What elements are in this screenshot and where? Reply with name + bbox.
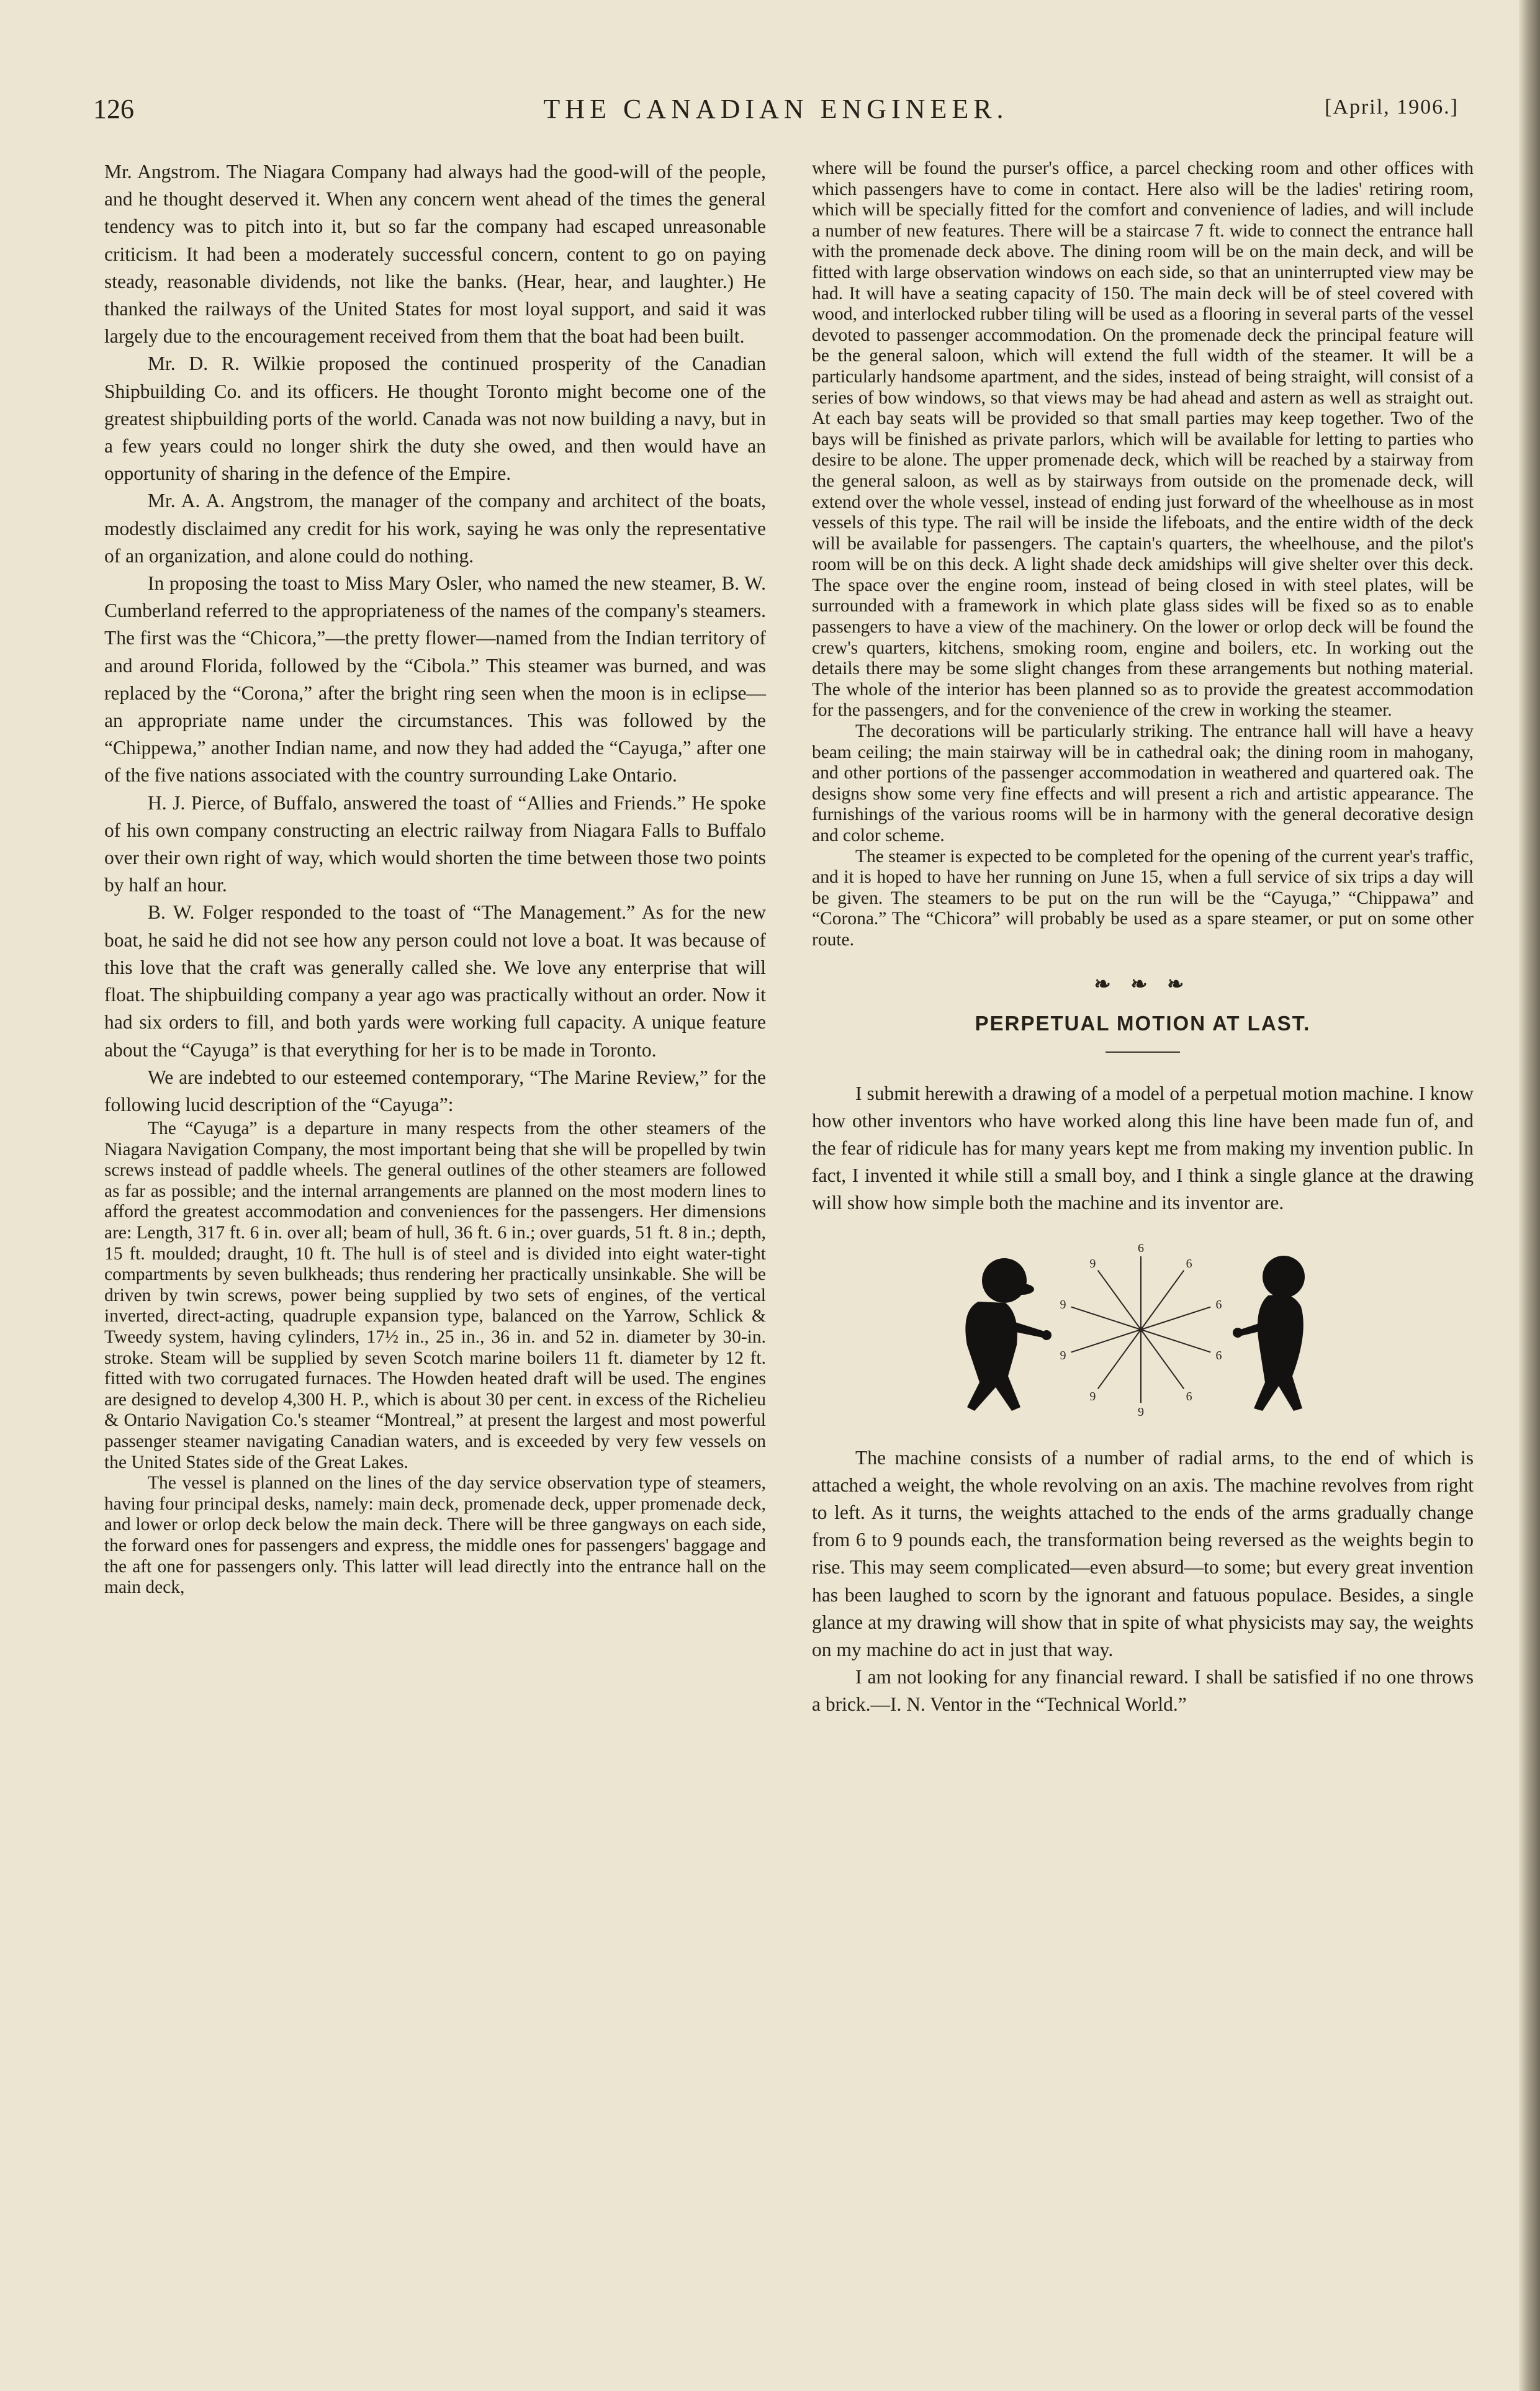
paragraph: The decorations will be particularly striking. The entrance hall will have a heavy beam ceiling; the main stairway will be in cathedral oak; the dining room in mahogany, and other portions of the passenger accommodation in weathered and quartered oak. The designs show some very fine effects and will present a rich and artistic appearance. The furnishings of the various rooms will be in harmony with the general decorative design and color scheme. [812,721,1474,845]
paragraph: I am not looking for any financial reward. I shall be satisfied if no one throws a brick.—I. N. Ventor in the “Technical World.” [812,1666,1474,1716]
paragraph: Mr. Angstrom. The Niagara Company had always had the good-will of the people, and he thought deserved it. When any concern went ahead of the times the general tendency was to pitch into it, but so far the company had escaped unreasonable criticism. It had been a moderately successful concern, content to go on paying steady, reasonable dividends, not like the banks. (Hear, hear, and laughter.) He thanked the railways of the United States for most loyal support, and said it was largely due to the encouragement received from them that the boat had been built. [104,161,766,348]
heading-rule [1105,1051,1180,1053]
paragraph: B. W. Folger responded to the toast of “The Management.” As for the new boat, he said he did not see how any person could not love a boat. It was because of this love that the craft was generally called she. We love any enterprise that will float. The shipbuilding company a year ago was practically without an order. Now it had six orders to fill, and both yards were working full capacity. A unique feature about the “Cayuga” is that everything for her is to be made in Toronto. [104,901,766,1061]
wheel-arm [1098,1330,1141,1389]
wheel-arm [1141,1307,1210,1329]
weight-label: 9 [1060,1297,1066,1312]
paragraph: The steamer is expected to be completed for the opening of the current year's traffic, and it is hoped to have her running on June 15, when a full service of six trips a day will be given. The steamers to be put on the run will be the “Cayuga,” “Chippawa” and “Corona.” The “Chicora” will probably be used as a spare steamer, or put on some other route. [812,846,1474,950]
right-figure-silhouette [1233,1256,1305,1411]
paragraph: In proposing the toast to Miss Mary Osler, who named the new steamer, B. W. Cumberland referred to the appropriateness of the names of the company's steamers. The first was the “Chicora,”—the pretty flower—named from the Indian territory of and around Florida, followed by the “Cibola.” This steamer was burned, and was replaced by the “Corona,” after the bright ring seen when the moon is in eclipse—an appropriate name under the circumstances. This was followed by the “Chippewa,” another Indian name, and now they had added the “Cayuga,” after one of the five nations associated with the country surrounding Lake Ontario. [104,572,766,786]
section-ornament: ❧ ❧ ❧ [1094,972,1192,995]
right-column [812,158,1474,1719]
page-number: 126 [93,94,134,124]
paragraph: We are indebted to our esteemed contemporary, “The Marine Review,” for the following lucid description of the “Cayuga”: [104,1066,766,1115]
paragraph: The “Cayuga” is a departure in many respects from the other steamers of the Niagara Navigation Company, the most important being that she will be propelled by twin screws instead of paddle wheels. The general outlines of the other steamers are followed as far as possible; and the internal arrangements are planned on the most modern lines to afford the greatest accommodation and conveniences for the passengers. Her dimensions are: Length, 317 ft. 6 in. over all; beam of hull, 36 ft. 6 in.; over guards, 51 ft. 8 in.; depth, 15 ft. moulded; draught, 10 ft. The hull is of steel and is divided into eight water-tight compartments by seven bulkheads; thus rendering her practically unsinkable. She will be driven by twin screws, power being supplied by two sets of engines, of the vertical inverted, direct-acting, quadruple expansion type, balanced on the Yarrow, Schlick & Tweedy system, having cylinders, 17½ in., 25 in., 36 in. and 52 in. diameter by 30-in. stroke. Steam will be supplied by seven Scotch marine boilers 11 ft. diameter by 12 ft. fitted with two corrugated furnaces. The Howden heated draft will be used. The engines are designed to develop 4,300 H. P., which is about 30 per cent. in excess of the Richelieu & Ontario Navigation Co.'s steamer “Montreal,” at present the largest and most powerful passenger steamer navigating Canadian waters, and is exceeded by very few vessels on the United States side of the Great Lakes. [104,1119,766,1472]
wheel-drawing [812,1227,1474,1432]
wheel-arm [1098,1270,1141,1329]
weight-label: 6 [1186,1389,1192,1403]
article-heading: PERPETUAL MOTION AT LAST. [975,1011,1311,1035]
page-header [93,93,1459,137]
wheel-arm [1071,1330,1141,1352]
paragraph: Mr. D. R. Wilkie proposed the continued prosperity of the Canadian Shipbuilding Co. and its officers. He thought Toronto might become one of the greatest shipbuilding ports of the world. Canada was not now building a navy, but in a few years could no longer shirk the duty she owed, and then would have an opportunity of sharing in the defence of the Empire. [104,353,766,485]
left-figure-silhouette [965,1258,1051,1411]
wheel-arm [1071,1307,1141,1329]
cayuga-description-continued [812,158,1474,951]
book-spine-shadow [1519,0,1540,2391]
cayuga-description [104,1119,766,1598]
banquet-report [104,158,766,1119]
wheel-arm [1141,1330,1184,1389]
weight-label: 9 [1060,1348,1066,1362]
weight-label: 6 [1215,1348,1222,1362]
perpetual-motion-illustration [812,1227,1474,1432]
paragraph: I submit herewith a drawing of a model of a perpetual motion machine. I know how other inventors who have worked along this line have been made fun of, and the fear of ridicule has for many years kept me from making my invention public. In fact, I invented it while still a small boy, and I think a single glance at the drawing will show how simple both the machine and its inventor are. [812,1082,1474,1214]
paragraph: H. J. Pierce, of Buffalo, answered the toast of “Allies and Friends.” He spoke of his own company constructing an electric railway from Niagara Falls to Buffalo over their own right of way, which would shorten the time between those two points by half an hour. [104,791,766,896]
perpetual-motion-article [812,1080,1474,1719]
wheel-axis [1138,1327,1143,1332]
weight-label: 9 [1089,1389,1096,1403]
paragraph: The vessel is planned on the lines of the day service observation type of steamers, having four principal desks, namely: main deck, promenade deck, upper promenade deck, and lower or orlop deck below the main deck. There will be three gangways on each side, the forward ones for passengers and express, the middle ones for passengers' baggage and the aft one for passengers only. This latter will lead directly into the entrance hall on the main deck, [104,1473,766,1598]
weight-label: 9 [1089,1256,1096,1271]
weight-label: 6 [1186,1256,1192,1271]
wheel-arm [1141,1330,1210,1352]
wheel-arm [1141,1270,1184,1329]
paragraph: The machine consists of a number of radial arms, to the end of which is attached a weight, the whole revolving on an axis. The machine revolves from right to left. As it turns, the weights attached to the ends of the arms gradually change from 6 to 9 pounds each, the transformation being reversed as the weights begin to rise. This may seem complicated—even absurd—to some; but every great invention has been laughed to scorn by the ignorant and fatuous populace. Besides, a single glance at my drawing will show that in spite of what physicists may say, the weights on my machine do act in just that way. [812,1446,1474,1660]
paragraph: Mr. A. A. Angstrom, the manager of the company and architect of the boats, modestly disclaimed any credit for his work, saying he was only the representative of an organization, and alone could do nothing. [104,490,766,567]
weight-label: 9 [1138,1405,1144,1419]
issue-date: [April, 1906.] [1325,96,1459,119]
paragraph: where will be found the purser's office, a parcel checking room and other offices with which passengers have to come in contact. Here also will be the ladies' retiring room, which will be specially fitted for the comfort and convenience of ladies, and will include a number of new features. There will be a staircase 7 ft. wide to connect the entrance hall with the promenade deck above. The dining room will be on the main deck, and will be fitted with large observation windows on each side, so that an uninterrupted view may be had. It will have a seating capacity of 150. The main deck will be of steel covered with wood, and interlocked rubber tiling will be used as a flooring in several parts of the vessel devoted to passenger accommodation. On the promenade deck the principal feature will be the general saloon, which will extend the full width of the steamer. It will be a particularly handsome apartment, and the sides, instead of being straight, will consist of a series of bow windows, so that views may be had ahead and astern as well as straight out. At each bay seats will be provided so that small parties may keep together. Two of the bays will be finished as private parlors, which will be available for letting to parties who desire to be alone. The upper promenade deck, which will be reached by a stairway from the general saloon, as well as by stairways from outside on the promenade deck, will extend over the whole vessel, instead of ending just forward of the wheelhouse as in most vessels of this type. The rail will be inside the lifeboats, and the entire width of the deck will be available for passengers. The captain's quarters, the wheelhouse, and the pilot's room will be on this deck. A light shade deck amidships will give shelter over this deck. The space over the engine room, instead of being closed in with steel plates, will be surrounded with a framework in which plate glass sides will be fixed so as to enable passengers to have a view of the machinery. On the lower or orlop deck will be found the crew's quarters, kitchens, smoking room, engine and boilers, etc. In working out the details there may be some slight changes from these arrangements but nothing material. The whole of the interior has been planned so as to provide the greatest accommodation for the passengers, and for the convenience of the crew in working the steamer. [812,158,1474,721]
radial-wheel [1060,1241,1222,1419]
journal-title: THE CANADIAN ENGINEER. [543,94,1009,124]
left-column [104,158,766,1598]
weight-label: 6 [1215,1297,1222,1312]
weight-label: 6 [1138,1241,1144,1255]
